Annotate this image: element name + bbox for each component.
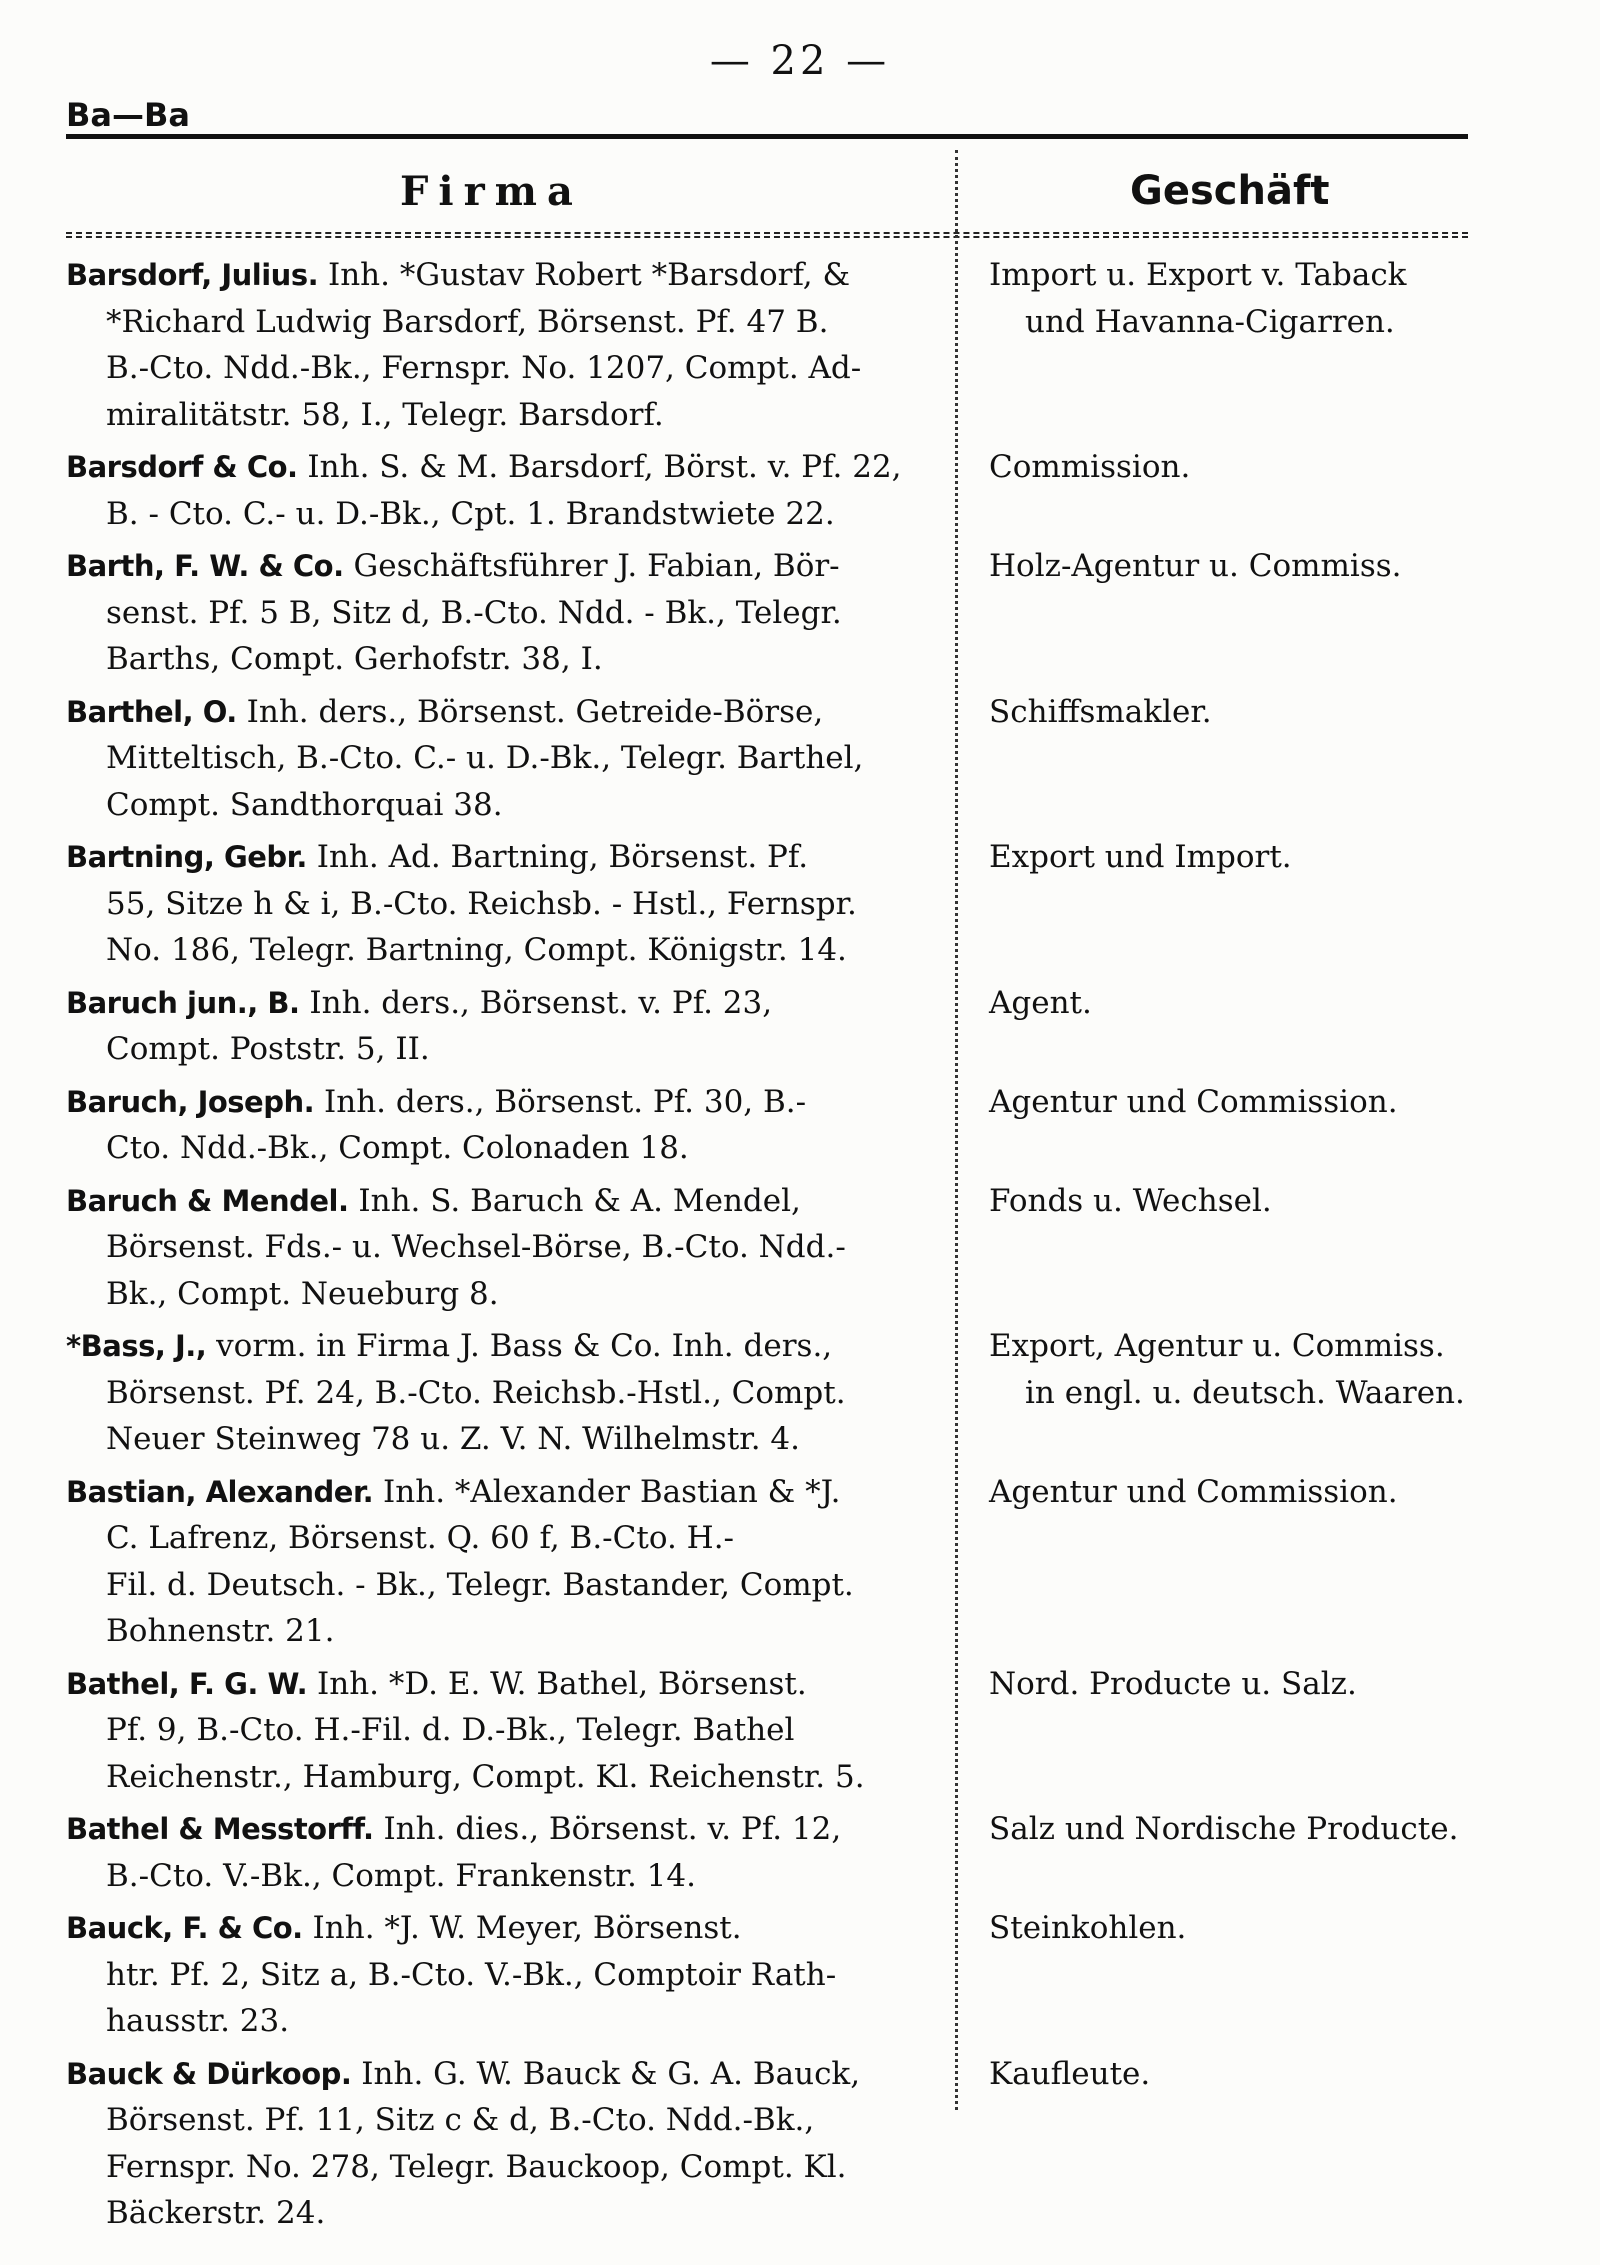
- firma-line: [66, 636, 941, 683]
- directory-entry: [66, 1178, 1468, 1318]
- geschaeft-cell: [989, 1661, 1468, 1801]
- firm-name: Bathel, F. G. W.: [66, 1666, 308, 1701]
- firma-text: Compt. Sandthorquai 38.: [106, 786, 503, 823]
- firma-text: Bohnenstr. 21.: [106, 1613, 335, 1649]
- firma-cell: [66, 252, 941, 438]
- geschaeft-cell: [989, 980, 1468, 1073]
- firma-line: [66, 1905, 941, 1952]
- firma-cell: [66, 543, 941, 683]
- firma-line: [66, 1952, 941, 1999]
- firma-text: Börsenst. Fds.- u. Wechsel-Börse, B.-Cto. Ndd.-: [106, 1229, 846, 1265]
- firm-name: Bathel & Messtorff.: [66, 1812, 374, 1846]
- geschaeft-cell: [989, 834, 1468, 974]
- firma-line: [66, 1026, 941, 1073]
- firma-text: Barths, Compt. Gerhofstr. 38, I.: [106, 641, 603, 677]
- firma-line: [66, 1608, 941, 1655]
- firma-text: Börsenst. Pf. 24, B.-Cto. Reichsb.-Hstl., Compt.: [106, 1374, 846, 1411]
- firma-text: C. Lafrenz, Börsenst. Q. 60 f, B.-Cto. H.-: [106, 1520, 735, 1556]
- firma-text: Bäckerstr. 24.: [106, 2195, 326, 2231]
- firma-line: [66, 2190, 941, 2237]
- firma-line: [66, 1323, 941, 1370]
- directory-entry: [66, 2051, 1468, 2237]
- firma-line: [66, 2097, 941, 2144]
- firma-line: [66, 1806, 941, 1853]
- firma-text: htr. Pf. 2, Sitz a, B.-Cto. V.-Bk., Comptoir Rath-: [106, 1956, 837, 1993]
- geschaeft-text: und Havanna-Cigarren.: [1025, 303, 1395, 340]
- firma-text: Inh. dies., Börsenst. v. Pf. 12,: [383, 1811, 842, 1847]
- firma-text: Inh. S. & M. Barsdorf, Börst. v. Pf. 22,: [307, 449, 902, 485]
- column-header-rule: [66, 232, 1468, 238]
- firma-line: [66, 1416, 941, 1463]
- geschaeft-text: Kaufleute.: [989, 2055, 1151, 2092]
- page-number: — 22 —: [709, 38, 891, 84]
- geschaeft-cell: [989, 1178, 1468, 1318]
- geschaeft-cell: [989, 2051, 1468, 2237]
- firm-name: Barsdorf, Julius.: [66, 258, 319, 292]
- firma-cell: [66, 834, 941, 974]
- geschaeft-text: Agentur und Commission.: [989, 1473, 1398, 1510]
- firma-cell: [66, 980, 941, 1073]
- firma-cell: [66, 2051, 941, 2237]
- firma-line: [66, 1661, 941, 1708]
- geschaeft-text: Holz-Agentur u. Commiss.: [989, 548, 1402, 584]
- firma-text: Inh. *D. E. W. Bathel, Börsenst.: [316, 1665, 807, 1702]
- directory-entry: [66, 543, 1468, 683]
- firma-line: [66, 1707, 941, 1754]
- firma-text: vorm. in Firma J. Bass & Co. Inh. ders.,: [216, 1328, 833, 1364]
- firma-line: [66, 299, 941, 346]
- firma-text: Inh. *J. W. Meyer, Börsenst.: [312, 1910, 742, 1946]
- column-header-firma: Firma: [400, 168, 583, 215]
- firma-line: [66, 980, 941, 1027]
- directory-entry: [66, 980, 1468, 1073]
- directory-entry: [66, 1469, 1468, 1655]
- directory-entry: [66, 1905, 1468, 2045]
- firma-line: [66, 392, 941, 439]
- firma-text: *Richard Ludwig Barsdorf, Börsenst. Pf. 47 B.: [106, 303, 829, 340]
- geschaeft-text: Nord. Producte u. Salz.: [989, 1665, 1357, 1702]
- geschaeft-text: in engl. u. deutsch. Waaren.: [1025, 1374, 1465, 1411]
- geschaeft-text: Export und Import.: [989, 839, 1292, 875]
- firma-text: Pf. 9, B.-Cto. H.-Fil. d. D.-Bk., Telegr. Bathel: [106, 1712, 795, 1748]
- geschaeft-text: Salz und Nordische Producte.: [989, 1811, 1459, 1847]
- firma-text: Inh. S. Baruch & A. Mendel,: [358, 1182, 801, 1219]
- geschaeft-cell: [989, 1905, 1468, 2045]
- firm-name: Baruch jun., B.: [66, 985, 300, 1020]
- firma-line: [66, 252, 941, 299]
- firma-line: [66, 1079, 941, 1126]
- firma-text: Inh. ders., Börsenst. Getreide-Börse,: [246, 693, 824, 730]
- firma-cell: [66, 1905, 941, 2045]
- geschaeft-cell: [989, 1079, 1468, 1172]
- directory-entry: [66, 1661, 1468, 1801]
- firma-text: Inh. *Alexander Bastian & *J.: [383, 1473, 841, 1510]
- geschaeft-text: Agentur und Commission.: [989, 1083, 1398, 1120]
- firma-text: miralitätstr. 58, I., Telegr. Barsdorf.: [106, 396, 664, 433]
- firm-name: Bastian, Alexander.: [66, 1474, 374, 1509]
- geschaeft-cell: [989, 1806, 1468, 1899]
- firma-cell: [66, 444, 941, 537]
- firm-name: Bartning, Gebr.: [66, 840, 307, 874]
- firma-text: Neuer Steinweg 78 u. Z. V. N. Wilhelmstr. 4.: [106, 1421, 800, 1457]
- firma-line: [66, 1370, 941, 1417]
- firma-text: Inh. Ad. Bartning, Börsenst. Pf.: [316, 839, 809, 875]
- firma-cell: [66, 1079, 941, 1172]
- firma-line: [66, 782, 941, 829]
- firm-name: Baruch & Mendel.: [66, 1183, 349, 1218]
- firma-line: [66, 1469, 941, 1516]
- firma-line: [66, 491, 941, 538]
- firm-name: Barthel, O.: [66, 694, 237, 729]
- firma-line: [66, 834, 941, 881]
- geschaeft-text: Commission.: [989, 449, 1191, 485]
- firma-cell: [66, 1806, 941, 1899]
- firma-line: [66, 927, 941, 974]
- firma-line: [66, 1998, 941, 2045]
- firma-text: Inh. ders., Börsenst. v. Pf. 23,: [309, 984, 773, 1021]
- geschaeft-cell: [989, 444, 1468, 537]
- geschaeft-cell: [989, 252, 1468, 438]
- firma-text: hausstr. 23.: [106, 2003, 290, 2039]
- geschaeft-text: Agent.: [989, 984, 1092, 1021]
- firm-name: Bauck, F. & Co.: [66, 1911, 303, 1945]
- firma-text: B.-Cto. V.-Bk., Compt. Frankenstr. 14.: [106, 1857, 696, 1894]
- firma-cell: [66, 1323, 941, 1463]
- directory-entry: [66, 444, 1468, 537]
- geschaeft-cell: [989, 689, 1468, 829]
- firma-line: [66, 735, 941, 782]
- firma-text: senst. Pf. 5 B, Sitz d, B.-Cto. Ndd. - Bk., Telegr.: [106, 594, 842, 631]
- firma-cell: [66, 1661, 941, 1801]
- firma-text: Mitteltisch, B.-Cto. C.- u. D.-Bk., Telegr. Barthel,: [106, 740, 864, 776]
- firma-line: [66, 2144, 941, 2191]
- firma-line: [66, 1754, 941, 1801]
- firma-text: Bk., Compt. Neueburg 8.: [106, 1275, 499, 1312]
- firma-text: 55, Sitze h & i, B.-Cto. Reichsb. - Hstl., Fernspr.: [106, 885, 857, 922]
- firma-text: B. - Cto. C.- u. D.-Bk., Cpt. 1. Brandstwiete 22.: [106, 495, 835, 532]
- running-head: Ba—Ba: [66, 96, 190, 134]
- entry-list: [66, 252, 1468, 2243]
- firm-name: Barth, F. W. & Co.: [66, 549, 344, 583]
- firma-line: [66, 2051, 941, 2098]
- directory-entry: [66, 1079, 1468, 1172]
- header-rule: [66, 134, 1468, 139]
- geschaeft-cell: [989, 543, 1468, 683]
- firma-line: [66, 444, 941, 491]
- geschaeft-cell: [989, 1469, 1468, 1655]
- firma-text: Cto. Ndd.-Bk., Compt. Colonaden 18.: [106, 1130, 689, 1166]
- firma-line: [66, 543, 941, 590]
- firm-name: Baruch, Joseph.: [66, 1084, 315, 1119]
- geschaeft-text: Fonds u. Wechsel.: [989, 1182, 1272, 1219]
- firm-name: *Bass, J.,: [66, 1329, 207, 1363]
- directory-entry: [66, 1323, 1468, 1463]
- firma-text: Compt. Poststr. 5, II.: [106, 1031, 430, 1067]
- firma-line: [66, 590, 941, 637]
- directory-entry: [66, 689, 1468, 829]
- firma-text: Reichenstr., Hamburg, Compt. Kl. Reichenstr. 5.: [106, 1758, 865, 1795]
- firma-text: Fil. d. Deutsch. - Bk., Telegr. Bastander, Compt.: [106, 1566, 854, 1603]
- firma-text: Geschäftsführer J. Fabian, Bör-: [353, 548, 840, 584]
- directory-entry: [66, 252, 1468, 438]
- firma-line: [66, 1178, 941, 1225]
- firm-name: Bauck & Dürkoop.: [66, 2056, 352, 2091]
- geschaeft-text: Import u. Export v. Taback: [989, 257, 1407, 293]
- firma-text: Inh. *Gustav Robert *Barsdorf, &: [327, 257, 851, 293]
- firma-line: [66, 1853, 941, 1900]
- directory-entry: [66, 1806, 1468, 1899]
- firma-line: [66, 1125, 941, 1172]
- firma-cell: [66, 689, 941, 829]
- firma-line: [66, 1515, 941, 1562]
- firma-line: [66, 1562, 941, 1609]
- firma-text: Börsenst. Pf. 11, Sitz c & d, B.-Cto. Ndd.-Bk.,: [106, 2102, 815, 2138]
- column-header-geschaeft: Geschäft: [1130, 168, 1330, 214]
- geschaeft-text: Schiffsmakler.: [989, 693, 1212, 730]
- geschaeft-text: Export, Agentur u. Commiss.: [989, 1328, 1445, 1364]
- firma-line: [66, 1271, 941, 1318]
- firma-cell: [66, 1178, 941, 1318]
- firma-line: [66, 1224, 941, 1271]
- geschaeft-text: Steinkohlen.: [989, 1910, 1187, 1946]
- firma-cell: [66, 1469, 941, 1655]
- firma-text: B.-Cto. Ndd.-Bk., Fernspr. No. 1207, Compt. Ad-: [106, 350, 862, 386]
- firma-line: [66, 689, 941, 736]
- firma-line: [66, 881, 941, 928]
- firma-text: No. 186, Telegr. Bartning, Compt. Königstr. 14.: [106, 932, 847, 968]
- firma-text: Fernspr. No. 278, Telegr. Bauckoop, Compt. Kl.: [106, 2148, 847, 2185]
- firma-text: Inh. G. W. Bauck & G. A. Bauck,: [361, 2055, 861, 2092]
- firma-text: Inh. ders., Börsenst. Pf. 30, B.-: [324, 1083, 807, 1120]
- firma-line: [66, 345, 941, 392]
- geschaeft-cell: [989, 1323, 1468, 1463]
- firm-name: Barsdorf & Co.: [66, 450, 298, 484]
- directory-entry: [66, 834, 1468, 974]
